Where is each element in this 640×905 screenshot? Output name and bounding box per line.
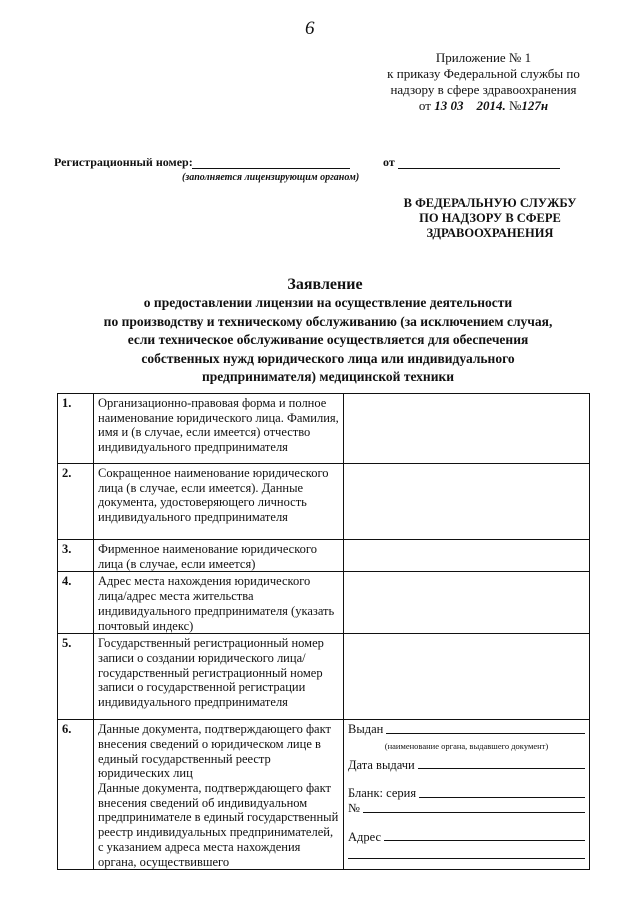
blank-series-label: Бланк: серия <box>348 786 417 801</box>
registration-number-field[interactable] <box>192 168 350 169</box>
subtitle-line: собственных нужд юридического лица или индивидуального <box>141 350 515 366</box>
row-label: Государственный регистрационный номер записи о создании юридического лица/государственный регистрационный номер записи о государственной регистрации индивидуального предпринимателя <box>94 634 344 720</box>
issued-by-field[interactable] <box>348 722 585 737</box>
page-number: 6 <box>305 18 315 39</box>
addressee-block <box>384 196 596 241</box>
issue-date-label: Дата выдачи <box>348 757 415 772</box>
address-label: Адрес <box>348 829 382 844</box>
row-label-secondary: Данные документа, подтверждающего факт внесения сведений об индивидуальном предпринимателе в единый государственный реестр индивидуальных предпринимателей, с указанием адреса места нахождения органа, осуществившего <box>98 781 339 869</box>
appendix-date-month: 03 <box>450 98 464 113</box>
appendix-date-line <box>376 98 591 114</box>
registration-date-label: от <box>383 155 395 169</box>
row-value-field[interactable] <box>344 540 590 572</box>
row-number: 1. <box>58 394 94 464</box>
form-row-3 <box>58 540 590 572</box>
addressee-line-1: В ФЕДЕРАЛЬНУЮ СЛУЖБУ <box>403 196 577 210</box>
form-row-6 <box>58 720 590 870</box>
row-number: 2. <box>58 464 94 540</box>
subtitle-line: о предоставлении лицензии на осуществление деятельности <box>143 295 513 310</box>
subtitle-line: предпринимателя) медицинской техники <box>201 369 455 384</box>
blank-series-field[interactable] <box>348 786 585 801</box>
row-label-group <box>94 720 344 870</box>
appendix-number: 127н <box>521 98 549 113</box>
row-label: Организационно-правовая форма и полное наименование юридического лица. Фамилия, имя и (в случае, если имеется) отчество индивидуального предпринимателя <box>94 394 344 464</box>
row-value-field[interactable] <box>344 394 590 464</box>
row-label: Сокращенное наименование юридического лица (в случае, если имеется). Данные документа, удостоверяющего личность индивидуального предпринимателя <box>94 464 344 540</box>
registration-number-hint: (заполняется лицензирующим органом) <box>182 172 360 183</box>
document-title: Заявление <box>287 276 363 293</box>
address-continuation-field[interactable] <box>348 844 585 859</box>
application-form-table <box>57 393 590 870</box>
row-number: 6. <box>58 720 94 870</box>
blank-number-label: № <box>348 801 360 816</box>
appendix-line-2: к приказу Федеральной службы по <box>387 66 580 81</box>
addressee-line-2: ПО НАДЗОРУ В СФЕРЕ <box>419 211 561 225</box>
registration-date-field[interactable] <box>398 168 560 169</box>
subtitle-line: по производству и техническому обслуживанию (за исключением случая, <box>103 313 553 329</box>
row-value-field[interactable] <box>344 464 590 540</box>
addressee-line-3: ЗДРАВООХРАНЕНИЯ <box>426 226 554 240</box>
row-label: Фирменное наименование юридического лица (в случае, если имеется) <box>94 540 344 572</box>
subtitle-line: если техническое обслуживание осуществляется для обеспечения <box>127 332 529 347</box>
registration-number-label: Регистрационный номер: <box>54 155 193 169</box>
form-row-1 <box>58 394 590 464</box>
address-field[interactable] <box>348 830 585 845</box>
appendix-date-day: 13 <box>434 98 448 113</box>
row-number: 3. <box>58 540 94 572</box>
appendix-date-prefix: от <box>418 98 431 113</box>
row-label: Данные документа, подтверждающего факт внесения сведений о юридическом лице в единый государственный реестр юридических лиц <box>98 722 331 781</box>
form-row-4 <box>58 572 590 634</box>
issued-by-label: Выдан <box>348 722 384 737</box>
row-number: 5. <box>58 634 94 720</box>
form-row-2 <box>58 464 590 540</box>
appendix-number-prefix: № <box>508 98 522 113</box>
appendix-date-year: 2014. <box>476 98 506 113</box>
row-6-fields <box>344 720 590 870</box>
blank-number-field[interactable] <box>348 801 585 816</box>
row-label: Адрес места нахождения юридического лица/адрес места жительства индивидуального предпринимателя (указать почтовый индекс) <box>94 572 344 634</box>
appendix-header <box>376 50 591 114</box>
row-value-field[interactable] <box>344 572 590 634</box>
issue-date-field[interactable] <box>348 758 585 773</box>
document-subtitle <box>58 294 598 387</box>
issued-by-hint: (наименование органа, выдавшего документ) <box>384 740 549 751</box>
appendix-line-1: Приложение № 1 <box>435 50 532 65</box>
row-value-field[interactable] <box>344 634 590 720</box>
appendix-line-3: надзору в сфере здравоохранения <box>390 82 577 97</box>
row-number: 4. <box>58 572 94 634</box>
form-row-5 <box>58 634 590 720</box>
